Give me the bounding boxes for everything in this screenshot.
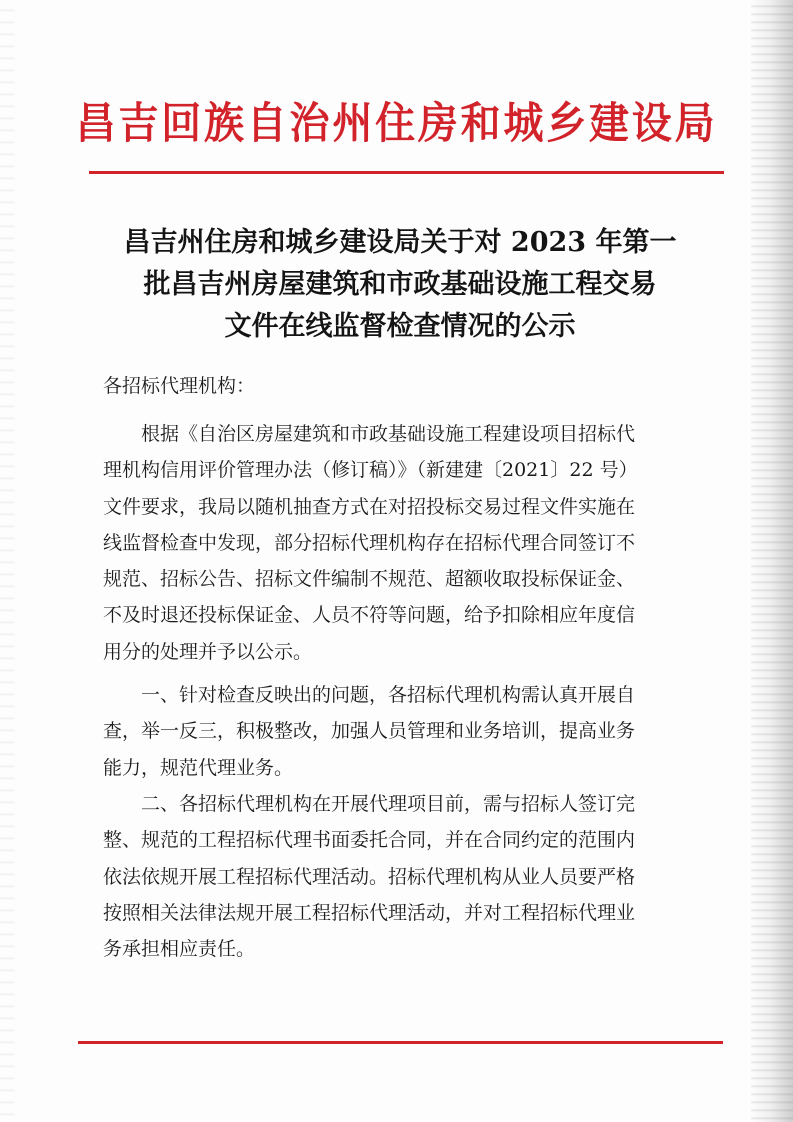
paragraph-line: 规范、招标公告、招标文件编制不规范、超额收取投标保证金、 [103,568,636,591]
paragraph-line: 一、针对检查反映出的问题，各招标代理机构需认真开展自 [141,684,636,706]
paragraph-line: 整、规范的工程招标代理书面委托合同，并在合同约定的范围内 [103,829,636,852]
paragraph-line: 根据《自治区房屋建筑和市政基础设施工程建设项目招标代 [141,423,636,445]
document-title [100,222,700,348]
letterhead-red-rule [89,171,724,174]
paragraph-line: 按照相关法律法规开展工程招标代理活动，并对工程招标代理业 [103,901,636,924]
footer-red-rule [78,1041,723,1044]
scan-artifact-left [0,0,14,1122]
paragraph-line: 线监督检查中发现，部分招标代理机构存在招标代理合同签订不 [103,531,636,554]
paragraph-line: 查，举一反三，积极整改，加强人员管理和业务培训，提高业务 [103,720,636,743]
title-line: 昌吉州住房和城乡建设局关于对 2023 年第一 [123,227,677,258]
paragraph-line: 二、各招标代理机构在开展代理项目前，需与招标人签订完 [141,793,636,815]
paragraph-line: 务承担相应责任。 [103,938,256,961]
paragraph-line: 不及时退还投标保证金、人员不符等问题，给予扣除相应年度信 [103,604,636,627]
paragraph-line: 文件要求，我局以随机抽查方式在对招投标交易过程文件实施在 [103,495,636,518]
paragraph-item-1 [103,677,693,786]
paragraph-line: 依法依规开展工程招标代理活动。招标代理机构从业人员要严格 [103,865,636,888]
paragraph-item-2 [103,786,693,967]
letterhead-organization: 昌吉回族自治州住房和城乡建设局 [75,99,718,149]
paragraph-intro [103,416,693,670]
paragraph-line: 能力，规范代理业务。 [103,756,294,779]
title-line: 批昌吉州房屋建筑和市政基础设施工程交易 [143,269,657,300]
salutation: 各招标代理机构： [103,375,256,397]
paragraph-line: 用分的处理并予以公示。 [103,640,313,663]
scan-artifact-right [751,0,793,1122]
title-line: 文件在线监督检查情况的公示 [224,311,576,342]
paragraph-line: 理机构信用评价管理办法（修订稿）》（新建建〔2021〕22 号） [103,459,638,482]
